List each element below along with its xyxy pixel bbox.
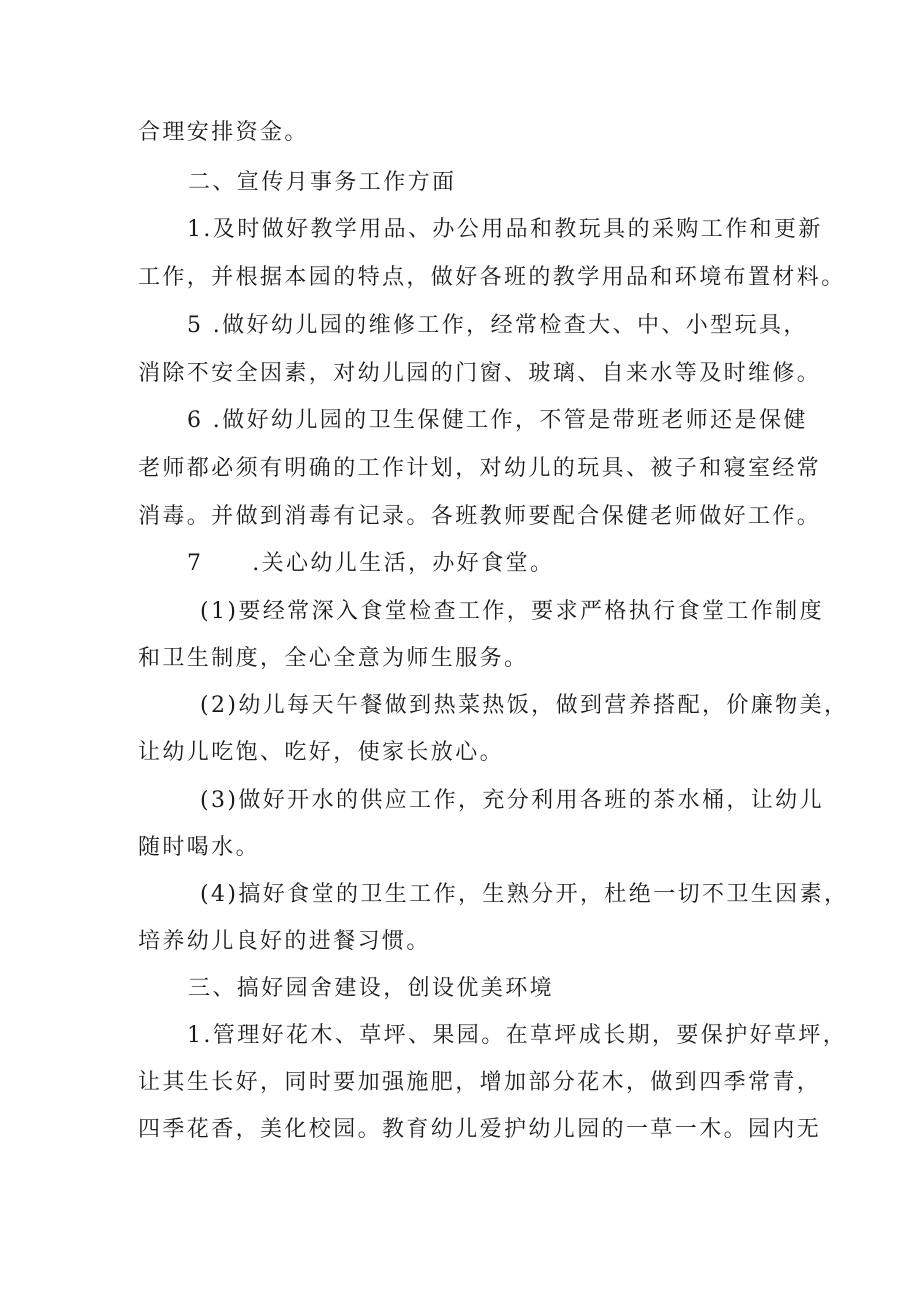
text-line: 7 .关心幼儿生活，办好食堂。 <box>187 551 555 576</box>
text-line: 工作，并根据本园的特点，做好各班的教学用品和环境布置材料。 <box>138 265 846 290</box>
text-line: (4)搞好食堂的卫生工作，生熟分开，杜绝一切不卫生因素， <box>200 882 849 907</box>
text-line: 四季花香，美化校园。教育幼儿爱护幼儿园的一草一木。园内无 <box>138 1117 822 1142</box>
section-heading: 二、宣传月事务工作方面 <box>188 170 457 195</box>
text-line: 让其生长好，同时要加强施肥，增加部分花木，做到四季常青， <box>138 1070 822 1095</box>
text-line: 6 .做好幼儿园的卫生保健工作，不管是带班老师还是保健 <box>187 408 808 433</box>
text-line: (2)幼儿每天午餐做到热菜热饭，做到营养搭配，价廉物美， <box>200 693 849 718</box>
text-line: (3)做好开水的供应工作，充分利用各班的茶水桶，让幼儿 <box>200 788 824 813</box>
text-line: 让幼儿吃饱、吃好，使家长放心。 <box>138 740 505 765</box>
text-line: 1.管理好花木、草坪、果园。在草坪成长期，要保护好草坪， <box>187 1023 848 1048</box>
text-line: 消毒。并做到消毒有记录。各班教师要配合保健老师做好工作。 <box>138 504 822 529</box>
text-line: 随时喝水。 <box>138 835 261 860</box>
text-line: (1)要经常深入食堂检查工作，要求严格执行食堂工作制度 <box>200 599 824 624</box>
text-line: 1.及时做好教学用品、办公用品和教玩具的采购工作和更新 <box>187 217 823 242</box>
text-line: 合理安排资金。 <box>138 120 309 145</box>
section-heading: 三、搞好园舍建设，创设优美环境 <box>188 976 555 1001</box>
text-line: 培养幼儿良好的进餐习惯。 <box>138 929 431 954</box>
text-line: 老师都必须有明确的工作计划，对幼儿的玩具、被子和寝室经常 <box>138 456 822 481</box>
text-line: 5 .做好幼儿园的维修工作，经常检查大、中、小型玩具， <box>187 313 808 338</box>
text-line: 消除不安全因素，对幼儿园的门窗、玻璃、自来水等及时维修。 <box>138 361 822 386</box>
text-line: 和卫生制度，全心全意为师生服务。 <box>138 646 529 671</box>
